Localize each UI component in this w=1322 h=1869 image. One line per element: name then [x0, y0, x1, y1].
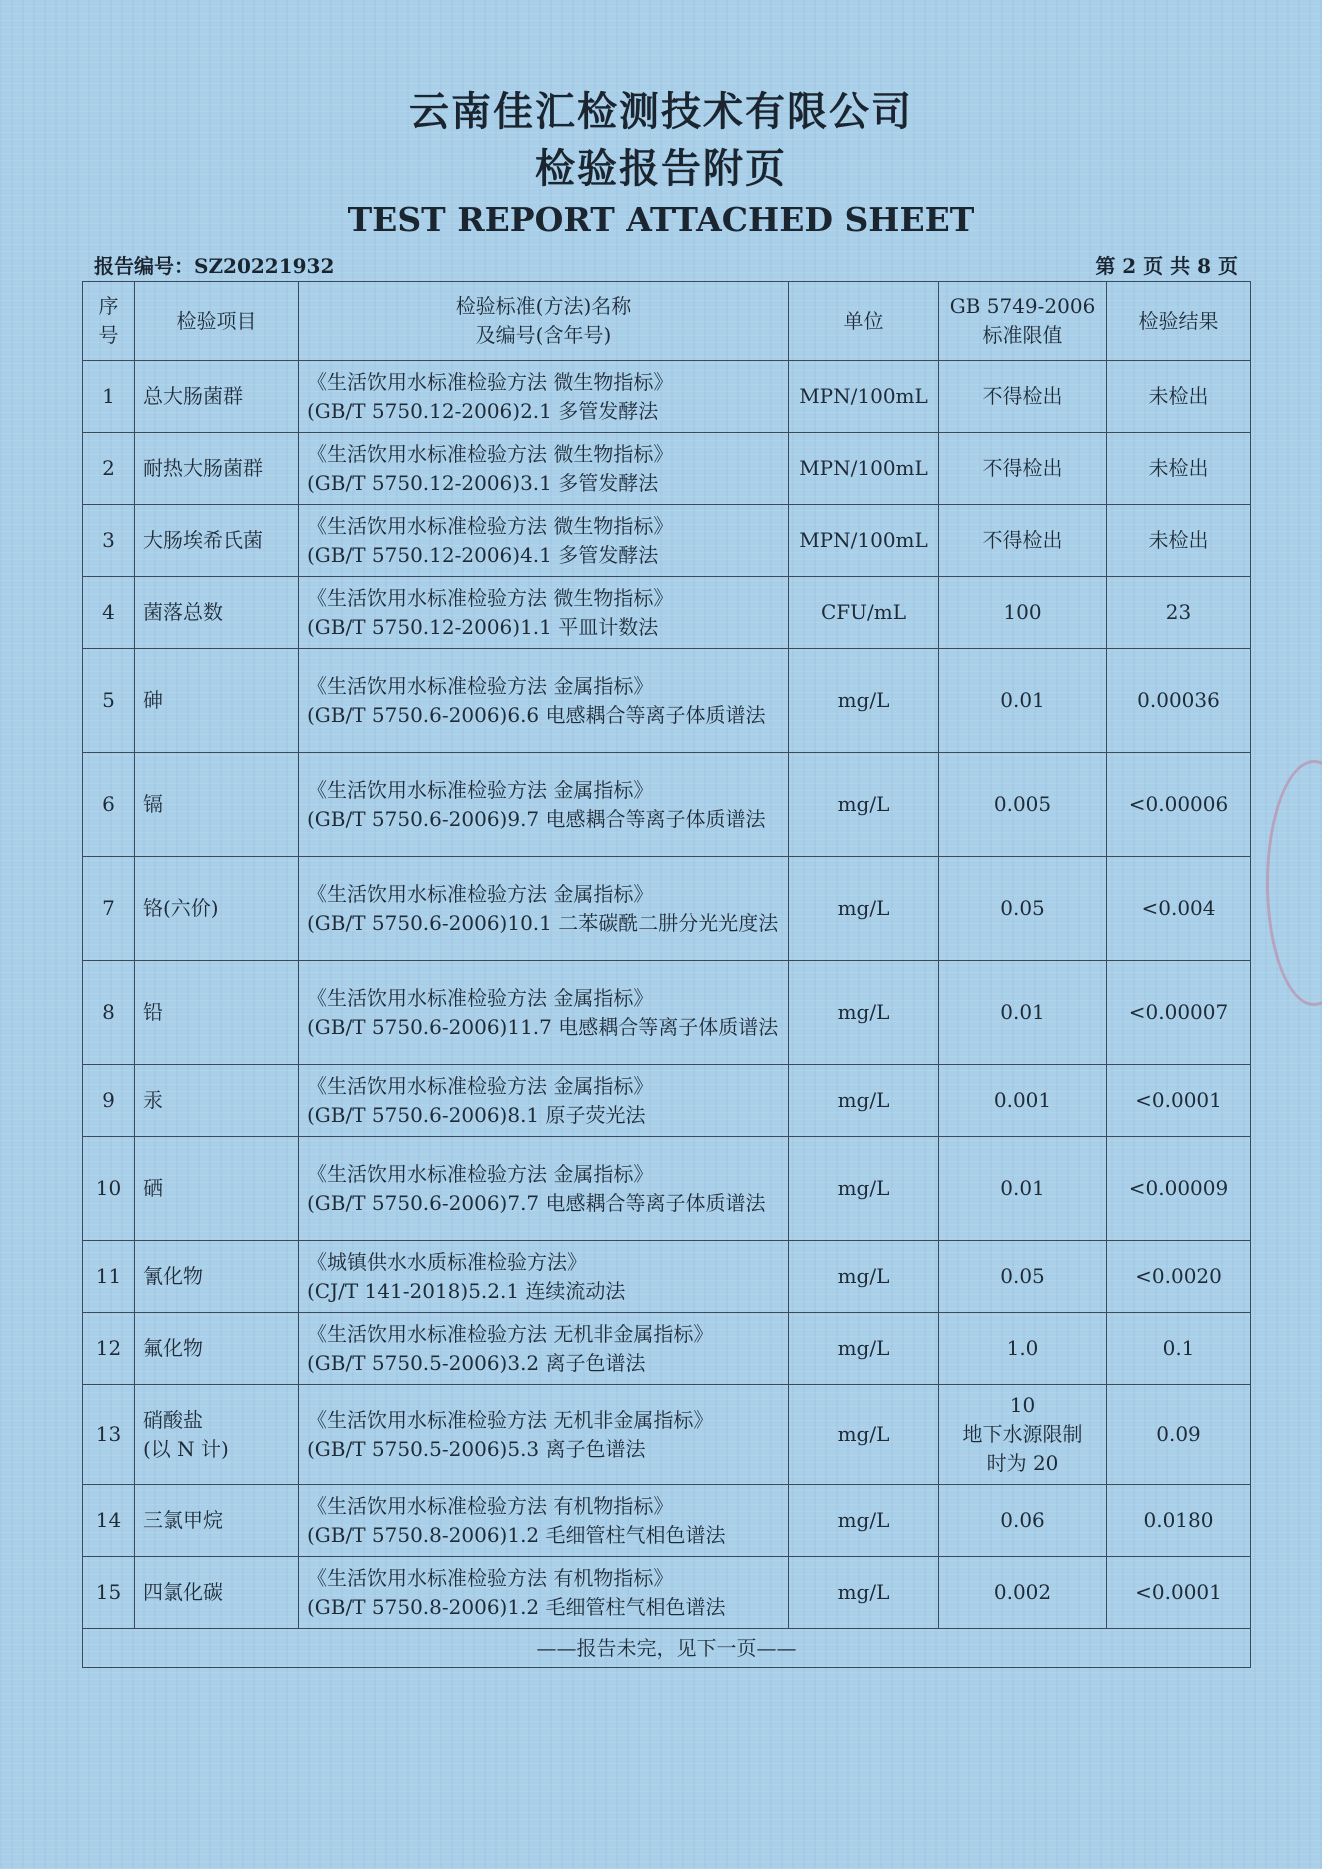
table-row [83, 433, 1251, 505]
row-result: <0.0001 [1107, 1557, 1251, 1629]
row-standard-method: 《生活饮用水标准检验方法 微生物指标》 (GB/T 5750.12-2006)1.1 平皿计数法 [299, 577, 789, 649]
row-unit: mg/L [789, 1557, 939, 1629]
row-number: 13 [83, 1385, 135, 1485]
row-limit: 0.01 [939, 1137, 1107, 1241]
row-result: <0.0020 [1107, 1241, 1251, 1313]
row-test-item: 氟化物 [135, 1313, 299, 1385]
row-test-item: 镉 [135, 753, 299, 857]
row-test-item: 菌落总数 [135, 577, 299, 649]
row-unit: CFU/mL [789, 577, 939, 649]
row-standard-method: 《生活饮用水标准检验方法 无机非金属指标》 (GB/T 5750.5-2006)3.2 离子色谱法 [299, 1313, 789, 1385]
row-result: 0.1 [1107, 1313, 1251, 1385]
table-footer-row [83, 1629, 1251, 1668]
row-limit: 0.05 [939, 857, 1107, 961]
row-standard-method: 《城镇供水水质标准检验方法》 (CJ/T 141-2018)5.2.1 连续流动法 [299, 1241, 789, 1313]
row-limit: 0.05 [939, 1241, 1107, 1313]
header-unit: 单位 [789, 282, 939, 361]
row-unit: MPN/100mL [789, 361, 939, 433]
row-number: 1 [83, 361, 135, 433]
row-unit: mg/L [789, 1065, 939, 1137]
row-test-item: 四氯化碳 [135, 1557, 299, 1629]
header-item: 检验项目 [135, 282, 299, 361]
row-test-item: 铅 [135, 961, 299, 1065]
table-row [83, 1065, 1251, 1137]
row-test-item: 汞 [135, 1065, 299, 1137]
row-limit: 0.06 [939, 1485, 1107, 1557]
row-unit: MPN/100mL [789, 433, 939, 505]
row-result: 0.0180 [1107, 1485, 1251, 1557]
row-test-item: 三氯甲烷 [135, 1485, 299, 1557]
row-limit: 0.001 [939, 1065, 1107, 1137]
row-unit: mg/L [789, 1485, 939, 1557]
header-standard: 检验标准(方法)名称 及编号(含年号) [299, 282, 789, 361]
row-limit: 10 地下水源限制 时为 20 [939, 1385, 1107, 1485]
row-result: 0.09 [1107, 1385, 1251, 1485]
row-result: <0.00009 [1107, 1137, 1251, 1241]
row-result: <0.004 [1107, 857, 1251, 961]
row-number: 10 [83, 1137, 135, 1241]
row-number: 4 [83, 577, 135, 649]
header-limit: GB 5749-2006 标准限值 [939, 282, 1107, 361]
row-limit: 0.01 [939, 649, 1107, 753]
row-test-item: 氰化物 [135, 1241, 299, 1313]
row-number: 12 [83, 1313, 135, 1385]
table-header-row [83, 282, 1251, 361]
row-test-item: 铬(六价) [135, 857, 299, 961]
row-standard-method: 《生活饮用水标准检验方法 无机非金属指标》 (GB/T 5750.5-2006)5.3 离子色谱法 [299, 1385, 789, 1485]
row-result: <0.00007 [1107, 961, 1251, 1065]
company-name: 云南佳汇检测技术有限公司 [409, 88, 913, 135]
row-standard-method: 《生活饮用水标准检验方法 金属指标》 (GB/T 5750.6-2006)6.6 电感耦合等离子体质谱法 [299, 649, 789, 753]
row-unit: mg/L [789, 1385, 939, 1485]
row-unit: mg/L [789, 1313, 939, 1385]
row-standard-method: 《生活饮用水标准检验方法 微生物指标》 (GB/T 5750.12-2006)3.1 多管发酵法 [299, 433, 789, 505]
row-result: 23 [1107, 577, 1251, 649]
continued-note: ——报告未完，见下一页—— [83, 1629, 1251, 1668]
row-standard-method: 《生活饮用水标准检验方法 金属指标》 (GB/T 5750.6-2006)10.1 二苯碳酰二肼分光光度法 [299, 857, 789, 961]
row-standard-method: 《生活饮用水标准检验方法 金属指标》 (GB/T 5750.6-2006)8.1 原子荧光法 [299, 1065, 789, 1137]
row-result: 未检出 [1107, 361, 1251, 433]
table-row [83, 1557, 1251, 1629]
table-row [83, 753, 1251, 857]
table-row [83, 1137, 1251, 1241]
row-number: 8 [83, 961, 135, 1065]
row-unit: mg/L [789, 961, 939, 1065]
row-standard-method: 《生活饮用水标准检验方法 有机物指标》 (GB/T 5750.8-2006)1.2 毛细管柱气相色谱法 [299, 1557, 789, 1629]
row-test-item: 总大肠菌群 [135, 361, 299, 433]
row-limit: 不得检出 [939, 361, 1107, 433]
table-row [83, 1385, 1251, 1485]
report-number [94, 250, 334, 279]
row-limit: 不得检出 [939, 433, 1107, 505]
table-row [83, 649, 1251, 753]
row-result: <0.0001 [1107, 1065, 1251, 1137]
row-standard-method: 《生活饮用水标准检验方法 有机物指标》 (GB/T 5750.8-2006)1.2 毛细管柱气相色谱法 [299, 1485, 789, 1557]
table-row [83, 505, 1251, 577]
row-unit: mg/L [789, 1241, 939, 1313]
header-seq: 序 号 [83, 282, 135, 361]
table-row [83, 361, 1251, 433]
row-standard-method: 《生活饮用水标准检验方法 微生物指标》 (GB/T 5750.12-2006)2.1 多管发酵法 [299, 361, 789, 433]
table-row [83, 1485, 1251, 1557]
table-row [83, 1313, 1251, 1385]
row-test-item: 大肠埃希氏菌 [135, 505, 299, 577]
row-test-item: 硝酸盐 (以 N 计) [135, 1385, 299, 1485]
row-test-item: 硒 [135, 1137, 299, 1241]
row-number: 11 [83, 1241, 135, 1313]
row-limit: 0.01 [939, 961, 1107, 1065]
row-unit: MPN/100mL [789, 505, 939, 577]
row-limit: 1.0 [939, 1313, 1107, 1385]
table-row [83, 577, 1251, 649]
row-number: 14 [83, 1485, 135, 1557]
row-unit: mg/L [789, 1137, 939, 1241]
row-unit: mg/L [789, 649, 939, 753]
row-number: 2 [83, 433, 135, 505]
seal-stamp-edge [1266, 760, 1322, 1006]
table-row [83, 1241, 1251, 1313]
report-english-title: TEST REPORT ATTACHED SHEET [347, 200, 975, 239]
header-result: 检验结果 [1107, 282, 1251, 361]
report-subtitle: 检验报告附页 [535, 145, 787, 192]
row-number: 7 [83, 857, 135, 961]
report-number-value: SZ20221932 [194, 254, 335, 278]
row-test-item: 砷 [135, 649, 299, 753]
test-results-table [82, 281, 1251, 1668]
row-unit: mg/L [789, 857, 939, 961]
row-number: 3 [83, 505, 135, 577]
row-number: 9 [83, 1065, 135, 1137]
row-unit: mg/L [789, 753, 939, 857]
row-result: 0.00036 [1107, 649, 1251, 753]
report-number-label: 报告编号： [94, 254, 194, 278]
row-number: 5 [83, 649, 135, 753]
row-limit: 100 [939, 577, 1107, 649]
row-standard-method: 《生活饮用水标准检验方法 金属指标》 (GB/T 5750.6-2006)9.7 电感耦合等离子体质谱法 [299, 753, 789, 857]
row-standard-method: 《生活饮用水标准检验方法 微生物指标》 (GB/T 5750.12-2006)4.1 多管发酵法 [299, 505, 789, 577]
row-limit: 不得检出 [939, 505, 1107, 577]
row-result: 未检出 [1107, 505, 1251, 577]
table-row [83, 857, 1251, 961]
row-limit: 0.005 [939, 753, 1107, 857]
page-info: 第 2 页 共 8 页 [1095, 254, 1238, 278]
row-result: <0.00006 [1107, 753, 1251, 857]
row-limit: 0.002 [939, 1557, 1107, 1629]
row-standard-method: 《生活饮用水标准检验方法 金属指标》 (GB/T 5750.6-2006)11.7 电感耦合等离子体质谱法 [299, 961, 789, 1065]
row-number: 15 [83, 1557, 135, 1629]
table-row [83, 961, 1251, 1065]
row-test-item: 耐热大肠菌群 [135, 433, 299, 505]
row-standard-method: 《生活饮用水标准检验方法 金属指标》 (GB/T 5750.6-2006)7.7 电感耦合等离子体质谱法 [299, 1137, 789, 1241]
row-result: 未检出 [1107, 433, 1251, 505]
row-number: 6 [83, 753, 135, 857]
